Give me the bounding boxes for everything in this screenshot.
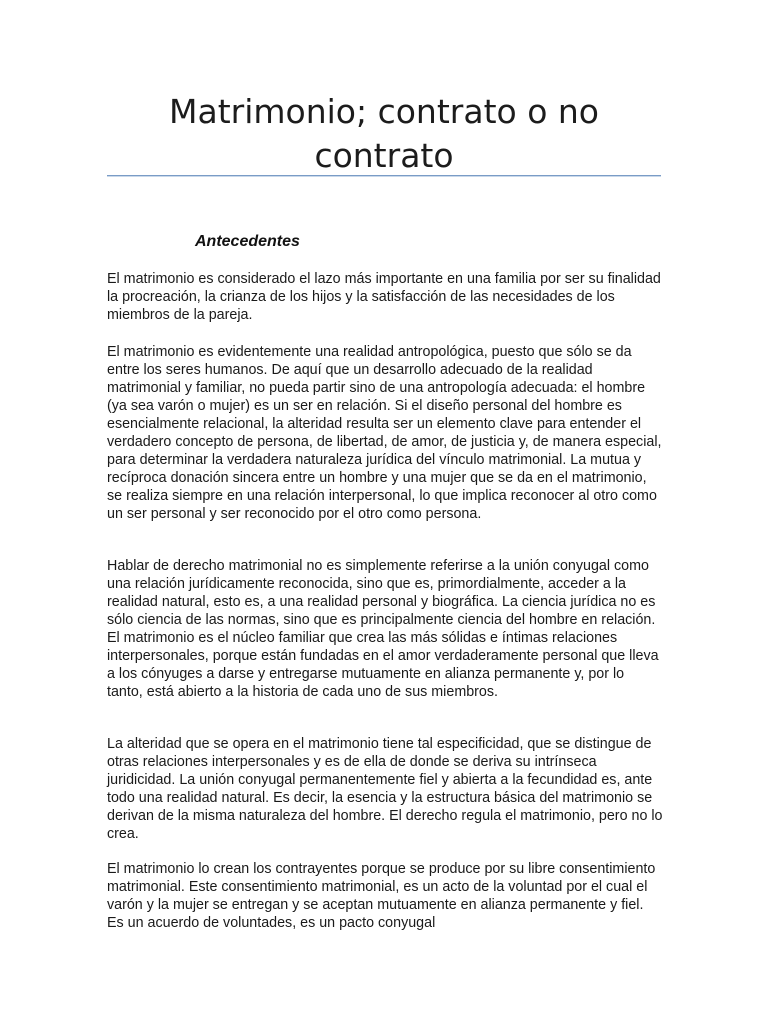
section-heading: Antecedentes <box>195 233 300 250</box>
paragraph-3: Hablar de derecho matrimonial no es simplemente referirse a la unión conyugal como una relación jurídicamente reconocida, sino que es, primordialmente, acceder a la realidad natural, esto es, a una realidad personal y biográfica. La ciencia jurídica no es sólo ciencia de las normas, sino que es principalmente ciencia del hombre en relación. El matrimonio es el núcleo familiar que crea las más sólidas e íntimas relaciones interpersonales, porque están fundadas en el amor verdaderamente personal que lleva a los cónyuges a darse y entregarse mutuamente en alianza permanente y, por lo tanto, está abierto a la historia de cada uno de sus miembros. <box>107 558 659 700</box>
title-divider <box>107 175 661 177</box>
paragraph-1: El matrimonio es considerado el lazo más importante en una familia por ser su finalidad la procreación, la crianza de los hijos y la satisfacción de las necesidades de los miembros de la pareja. <box>107 271 661 323</box>
paragraph-2: El matrimonio es evidentemente una realidad antropológica, puesto que sólo se da entre los seres humanos. De aquí que un desarrollo adecuado de la realidad matrimonial y familiar, no pueda partir sino de una antropología adecuada: el hombre (ya sea varón o mujer) es un ser en relación. Si el diseño personal del hombre es esencialmente relacional, la alteridad resulta ser un elemento clave para entender el verdadero concepto de persona, de libertad, de amor, de justicia y, de manera especial, para determinar la verdadera naturaleza jurídica del vínculo matrimonial. La mutua y recíproca donación sincera entre un hombre y una mujer que se da en el matrimonio, se realiza siempre en una relación interpersonal, lo que implica reconocer al otro como un ser personal y ser reconocido por el otro como persona. <box>107 344 662 522</box>
paragraph-4: La alteridad que se opera en el matrimonio tiene tal especificidad, que se distingue de otras relaciones interpersonales y es de ella de donde se deriva su intrínseca juridicidad. La unión conyugal permanentemente fiel y abierta a la fecundidad es, ante todo una realidad natural. Es decir, la esencia y la estructura básica del matrimonio se derivan de la misma naturaleza del hombre. El derecho regula el matrimonio, pero no lo crea. <box>107 736 663 842</box>
document-title: Matrimonio; contrato o no contrato <box>169 92 599 175</box>
paragraph-5: El matrimonio lo crean los contrayentes porque se produce por su libre consentimiento matrimonial. Este consentimiento matrimonial, es un acto de la voluntad por el cual el varón y la mujer se entregan y se aceptan mutuamente en alianza permanente y fiel. Es un acuerdo de voluntades, es un pacto conyugal <box>107 861 656 931</box>
